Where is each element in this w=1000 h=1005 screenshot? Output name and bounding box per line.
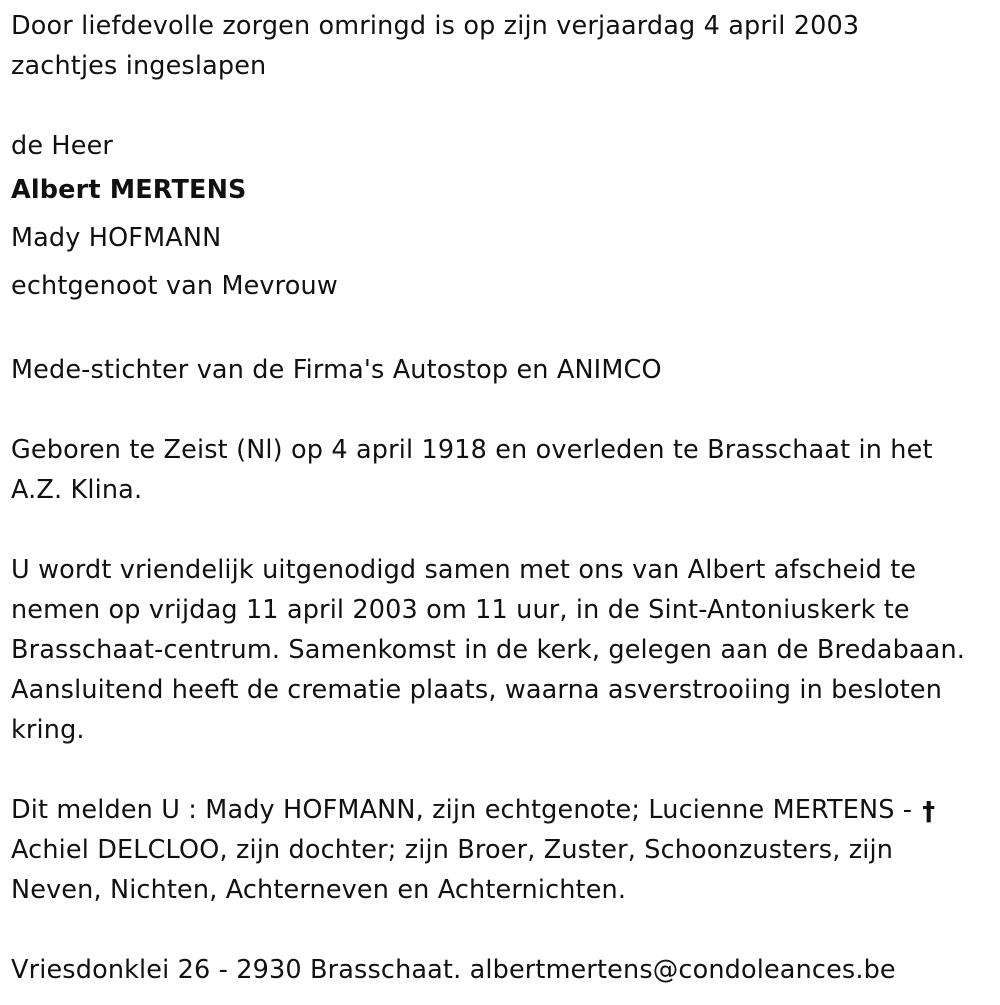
family-line-2: Achiel DELCLOO, zijn dochter; zijn Broer, Zuster, Schoonzusters, zijn (11, 835, 894, 865)
founder-line: Mede-stichter van de Firma's Autostop en ANIMCO (11, 355, 662, 385)
family-line-1 (11, 790, 996, 830)
invitation-line-3: Brasschaat-centrum. Samenkomst in de kerk, gelegen aan de Bredabaan. (11, 635, 966, 665)
family-line-1-text: Dit melden U : Mady HOFMANN, zijn echtgenote; Lucienne MERTENS - (11, 795, 913, 825)
spacer (11, 310, 996, 350)
spacer (11, 910, 996, 950)
spacer (11, 86, 996, 126)
invitation-line-1: U wordt vriendelijk uitgenodigd samen met ons van Albert afscheid te (11, 555, 917, 585)
obituary-notice (11, 0, 996, 990)
invitation-line-2: nemen op vrijdag 11 april 2003 om 11 uur, in de Sint-Antoniuskerk te (11, 595, 910, 625)
opening-line-1: Door liefdevolle zorgen omringd is op zijn verjaardag 4 april 2003 (11, 11, 860, 41)
spouse-name: Mady HOFMANN (11, 223, 222, 253)
family-line-3: Neven, Nichten, Achterneven en Achternichten. (11, 875, 627, 905)
spacer (11, 390, 996, 430)
birth-death-line-1: Geboren te Zeist (Nl) op 4 april 1918 en overleden te Brasschaat in het (11, 435, 933, 465)
spacer (11, 510, 996, 550)
spacer (11, 750, 996, 790)
cross-icon: † (922, 797, 936, 827)
opening-line-2: zachtjes ingeslapen (11, 51, 267, 81)
deceased-name: Albert MERTENS (11, 175, 247, 205)
spouse-relation: echtgenoot van Mevrouw (11, 271, 338, 301)
invitation-line-5: kring. (11, 715, 85, 745)
invitation-line-4: Aansluitend heeft de crematie plaats, waarna asverstrooiing in besloten (11, 675, 943, 705)
address-line: Vriesdonklei 26 - 2930 Brasschaat. albertmertens@condoleances.be (11, 955, 896, 985)
salutation: de Heer (11, 131, 114, 161)
birth-death-line-2: A.Z. Klina. (11, 475, 143, 505)
